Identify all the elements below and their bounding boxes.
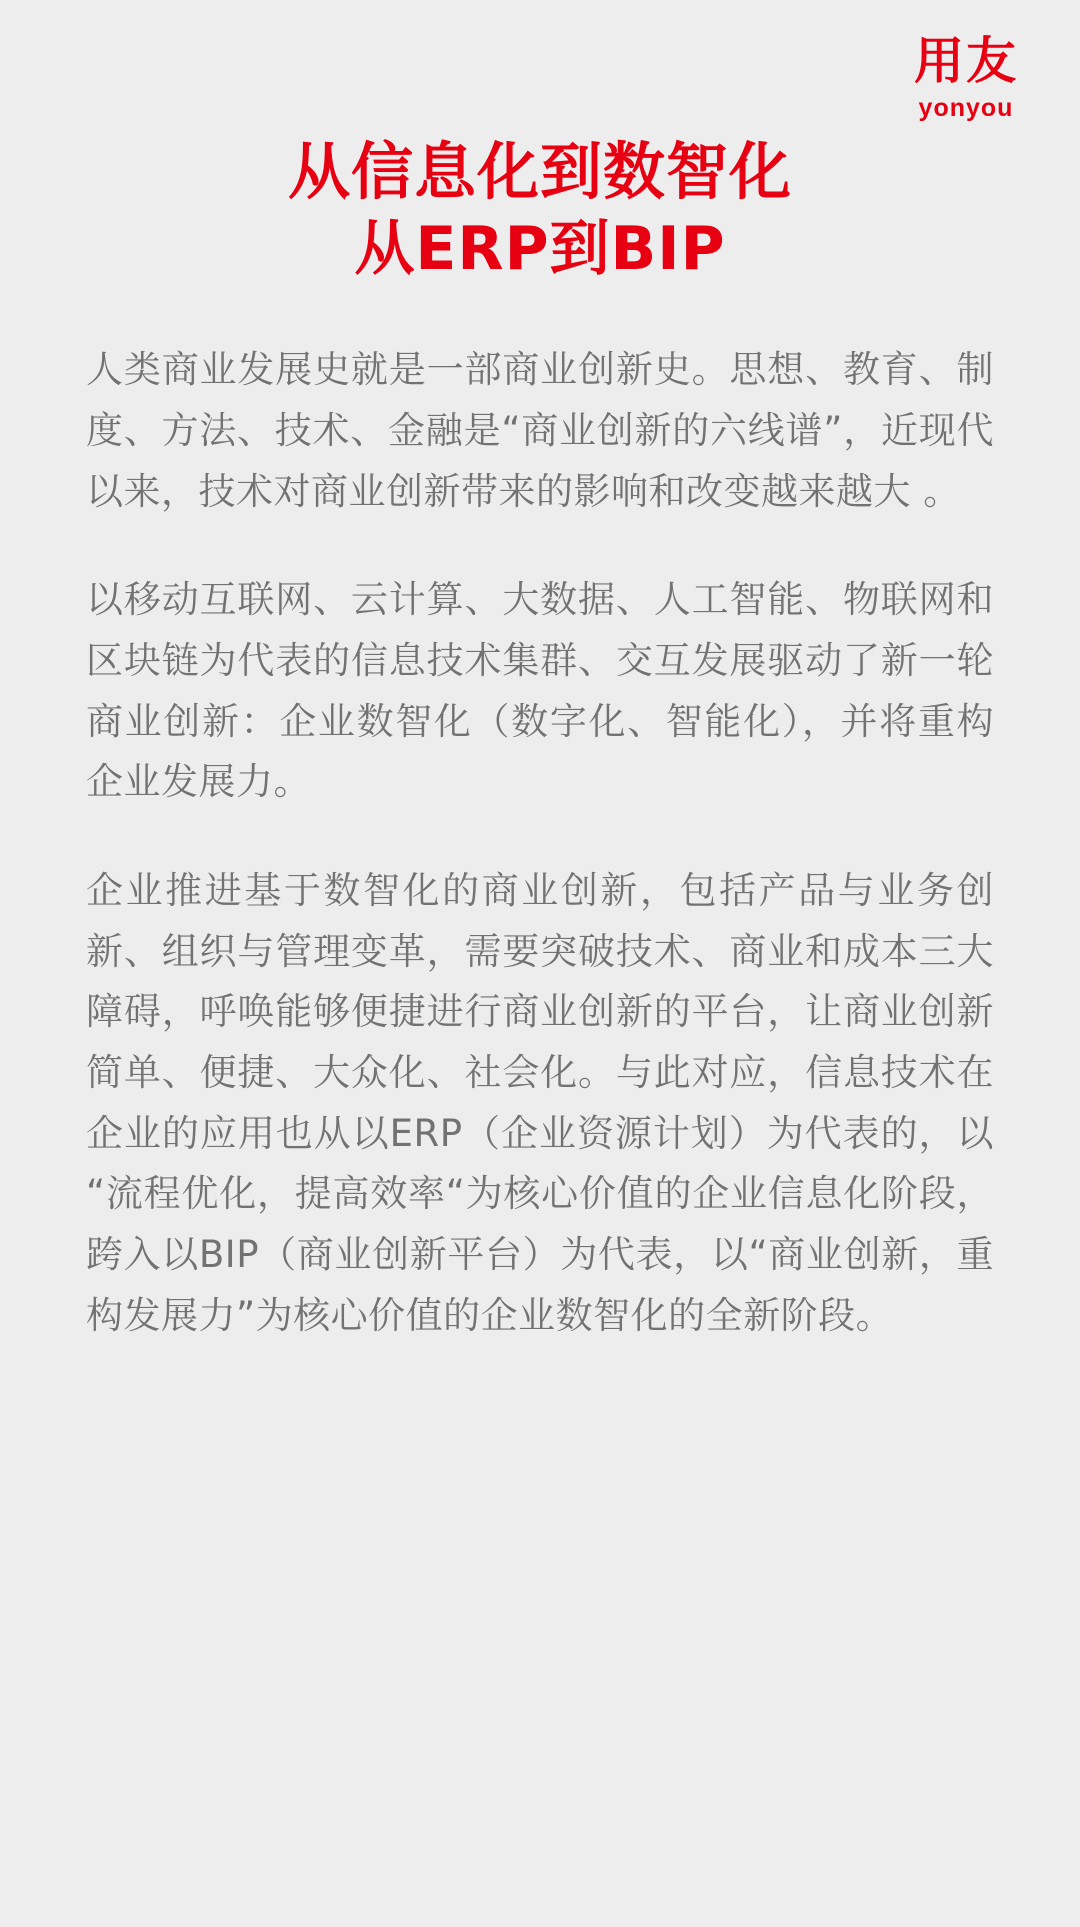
brand-logo xyxy=(914,32,1018,122)
article-body xyxy=(0,288,1080,1436)
article-paragraph: 企业推进基于数智化的商业创新，包括产品与业务创新、组织与管理变革，需要突破技术、商业和成本三大障碍，呼唤能够便捷进行商业创新的平台，让商业创新简单、便捷、大众化、社会化。与此对应，信息技术在企业的应用也从以ERP（企业资源计划）为代表的，以“流程优化，提高效率“为核心价值的企业信息化阶段，跨入以BIP（商业创新平台）为代表，以“商业创新，重构发展力”为核心价值的企业数智化的全新阶段。 xyxy=(86,868,994,1337)
article-paragraph: 人类商业发展史就是一部商业创新史。思想、教育、制度、方法、技术、金融是“商业创新的六线谱”，近现代以来，技术对商业创新带来的影响和改变越来越大 。 xyxy=(86,348,994,513)
article-paragraph: 以移动互联网、云计算、大数据、人工智能、物联网和区块链为代表的信息技术集群、交互发展驱动了新一轮商业创新：企业数智化（数字化、智能化），并将重构企业发展力。 xyxy=(86,578,994,804)
brand-logo-chinese: 用友 xyxy=(914,32,1018,90)
page-title-line-2: 从ERP到BIP xyxy=(354,214,726,285)
brand-logo-english: yonyou xyxy=(918,94,1014,122)
page-title-line-1: 从信息化到数智化 xyxy=(287,135,792,208)
